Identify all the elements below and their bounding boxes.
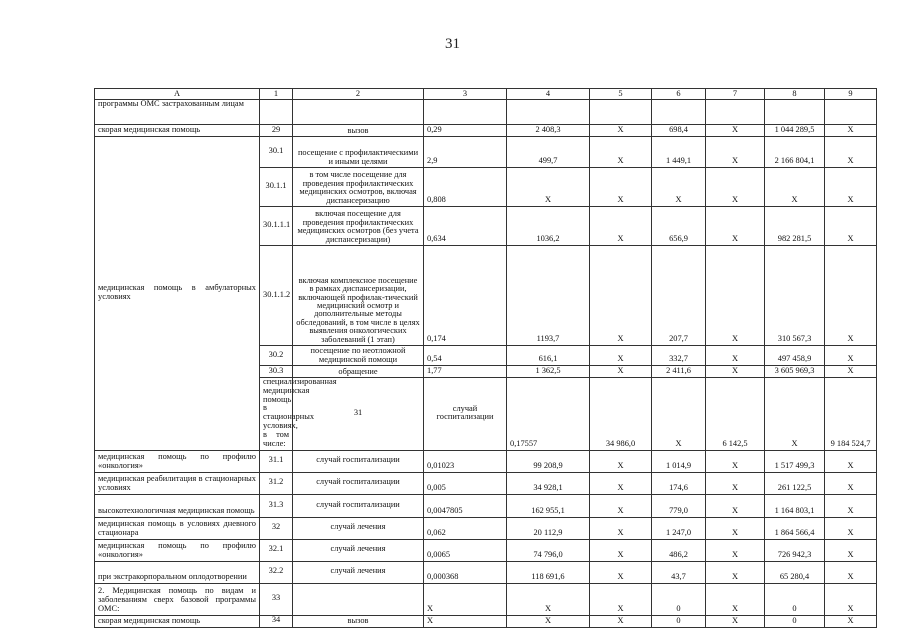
column-header-row: [95, 89, 877, 100]
value-cell-c8: [765, 100, 825, 125]
value-cell-c3: 2,9: [424, 137, 507, 168]
row-code-cell: 30.2: [260, 346, 293, 366]
value-cell-c5: Х: [590, 517, 652, 539]
row-code-cell: 30.1.1.2: [260, 246, 293, 346]
column-header: 4: [507, 89, 590, 100]
value-cell-c6: 6 142,5: [706, 378, 765, 451]
value-cell-c3: 0,808: [424, 168, 507, 207]
value-cell-c4: 74 796,0: [507, 539, 590, 561]
value-cell-c7: Х: [706, 168, 765, 207]
value-cell-c6: 1 247,0: [652, 517, 706, 539]
row-name-cell: 2. Медицинская помощь по видам и заболеваниям сверх базовой программы ОМС:: [95, 583, 260, 615]
value-cell-c5: [590, 100, 652, 125]
value-cell-c4: 162 955,1: [507, 494, 590, 517]
value-cell-c8: 1 864 566,4: [765, 517, 825, 539]
row-name-cell: скорая медицинская помощь: [95, 125, 260, 137]
value-cell-c8: 65 280,4: [765, 561, 825, 583]
unit-cell: включая посещение для проведения профилактических медицинских осмотров (без учета диспансеризации): [293, 207, 424, 246]
value-cell-c8: 726 942,3: [765, 539, 825, 561]
unit-cell: обращение: [293, 366, 424, 378]
column-header: 9: [825, 89, 877, 100]
value-cell-c7: Х: [706, 583, 765, 615]
value-cell-c4: 99 208,9: [507, 450, 590, 472]
unit-cell: вызов: [293, 125, 424, 137]
unit-cell: посещение по неотложной медицинской помощи: [293, 346, 424, 366]
row-code-cell: [260, 100, 293, 125]
row-name-cell: высокотехнологичная медицинская помощь: [95, 494, 260, 517]
table-row: [95, 100, 877, 125]
value-cell-c7: Х: [706, 517, 765, 539]
value-cell-c3: 0,000368: [424, 561, 507, 583]
unit-cell: случай госпитализации: [424, 378, 507, 451]
value-cell-c9: Х: [825, 472, 877, 494]
table-row: [95, 615, 877, 627]
value-cell-c9: Х: [825, 207, 877, 246]
row-code-cell: 30.3: [260, 366, 293, 378]
value-cell-c3: 0,0065: [424, 539, 507, 561]
value-cell-c6: 779,0: [652, 494, 706, 517]
value-cell-c7: Х: [706, 472, 765, 494]
unit-cell: в том числе посещение для проведения профилактических медицинских осмотров, включая диспансеризацию: [293, 168, 424, 207]
value-cell-c4: Х: [507, 583, 590, 615]
value-cell-c5: Х: [590, 246, 652, 346]
value-cell-c5: Х: [590, 615, 652, 627]
value-cell-c8: 261 122,5: [765, 472, 825, 494]
value-cell-c9: Х: [825, 346, 877, 366]
column-header: 2: [293, 89, 424, 100]
row-name-cell: медицинская помощь по профилю «онкология»: [95, 539, 260, 561]
value-cell-c5: Х: [590, 472, 652, 494]
value-cell-c3: 0,0047805: [424, 494, 507, 517]
column-header: 3: [424, 89, 507, 100]
value-cell-c8: 3 605 969,3: [765, 366, 825, 378]
value-cell-c3: 0,634: [424, 207, 507, 246]
row-name-cell: медицинская помощь в амбулаторных условиях: [95, 137, 260, 451]
row-code-cell: 32.2: [260, 561, 293, 583]
value-cell-c4: 1193,7: [507, 246, 590, 346]
value-cell-c3: 0,174: [424, 246, 507, 346]
value-cell-c5: Х: [590, 125, 652, 137]
row-code-cell: 32: [260, 517, 293, 539]
value-cell-c9: Х: [825, 494, 877, 517]
table-row: [95, 561, 877, 583]
value-cell-c8: 2 166 804,1: [765, 137, 825, 168]
value-cell-c7: Х: [706, 615, 765, 627]
value-cell-c7: Х: [765, 378, 825, 451]
row-name-cell: программы ОМС застрахованным лицам: [95, 100, 260, 125]
table-row: [95, 472, 877, 494]
value-cell-c9: Х: [825, 246, 877, 346]
value-cell-c4: 1036,2: [507, 207, 590, 246]
value-cell-c6: 486,2: [652, 539, 706, 561]
row-name-cell: медицинская помощь по профилю «онкология»: [95, 450, 260, 472]
value-cell-c8: 9 184 524,7: [825, 378, 877, 451]
value-cell-c8: 0: [765, 615, 825, 627]
value-cell-c8: Х: [765, 168, 825, 207]
table-row: [95, 125, 877, 137]
value-cell-c3: 0,54: [424, 346, 507, 366]
value-cell-c5: Х: [590, 494, 652, 517]
value-cell-c9: Х: [825, 450, 877, 472]
value-cell-c9: [825, 100, 877, 125]
unit-cell: случай госпитализации: [293, 494, 424, 517]
column-header: 5: [590, 89, 652, 100]
value-cell-c5: Х: [590, 539, 652, 561]
value-cell-c7: Х: [706, 346, 765, 366]
unit-cell: случай госпитализации: [293, 472, 424, 494]
value-cell-c3: 0,062: [424, 517, 507, 539]
value-cell-c7: Х: [706, 366, 765, 378]
value-cell-c7: Х: [706, 125, 765, 137]
row-code-cell: 32.1: [260, 539, 293, 561]
table-row: [95, 137, 877, 168]
value-cell-c7: Х: [706, 561, 765, 583]
value-cell-c9: Х: [825, 539, 877, 561]
value-cell-c4: 20 112,9: [507, 517, 590, 539]
value-cell-c8: 982 281,5: [765, 207, 825, 246]
value-cell-c9: Х: [825, 168, 877, 207]
value-cell-c4: [507, 100, 590, 125]
value-cell-c8: 0: [765, 583, 825, 615]
value-cell-c6: 0: [652, 583, 706, 615]
value-cell-c9: Х: [825, 615, 877, 627]
value-cell-c3: 0,01023: [424, 450, 507, 472]
value-cell-c3: 0,29: [424, 125, 507, 137]
value-cell-c8: 310 567,3: [765, 246, 825, 346]
value-cell-c4: 118 691,6: [507, 561, 590, 583]
value-cell-c5: Х: [590, 207, 652, 246]
unit-cell: [293, 583, 424, 615]
column-header: 7: [706, 89, 765, 100]
value-cell-c4: 616,1: [507, 346, 590, 366]
value-cell-c4: Х: [507, 168, 590, 207]
value-cell-c7: Х: [706, 450, 765, 472]
value-cell-c6: 1 449,1: [652, 137, 706, 168]
value-cell-c5: Х: [652, 378, 706, 451]
value-cell-c5: Х: [590, 168, 652, 207]
row-code-cell: 33: [260, 583, 293, 615]
value-cell-c4: 499,7: [507, 137, 590, 168]
value-cell-c7: Х: [706, 494, 765, 517]
table-row: [95, 583, 877, 615]
unit-cell: случай лечения: [293, 561, 424, 583]
value-cell-c3: 0,17557: [507, 378, 590, 451]
value-cell-c5: Х: [590, 583, 652, 615]
row-name-cell: медицинская реабилитация в стационарных условиях: [95, 472, 260, 494]
row-code-cell: 30.1: [260, 137, 293, 168]
page-number: 31: [445, 36, 460, 52]
row-name-cell: скорая медицинская помощь: [95, 615, 260, 627]
value-cell-c6: 656,9: [652, 207, 706, 246]
value-cell-c8: 1 044 289,5: [765, 125, 825, 137]
value-cell-c6: 174,6: [652, 472, 706, 494]
value-cell-c7: Х: [706, 539, 765, 561]
value-cell-c6: 0: [652, 615, 706, 627]
data-table: [94, 88, 877, 628]
value-cell-c9: Х: [825, 137, 877, 168]
unit-cell: вызов: [293, 615, 424, 627]
table-row: [95, 494, 877, 517]
unit-cell: случай лечения: [293, 539, 424, 561]
row-name-cell: медицинская помощь в условиях дневного стационара: [95, 517, 260, 539]
row-code-cell: 34: [260, 615, 293, 627]
value-cell-c3: 1,77: [424, 366, 507, 378]
unit-cell: [293, 100, 424, 125]
column-header: 1: [260, 89, 293, 100]
row-code-cell: 29: [260, 125, 293, 137]
value-cell-c9: Х: [825, 366, 877, 378]
row-code-cell: 30.1.1.1: [260, 207, 293, 246]
value-cell-c3: [424, 100, 507, 125]
table-body: [95, 89, 877, 628]
value-cell-c4: 34 928,1: [507, 472, 590, 494]
value-cell-c4: Х: [507, 615, 590, 627]
value-cell-c7: Х: [706, 207, 765, 246]
value-cell-c7: [706, 100, 765, 125]
value-cell-c6: 1 014,9: [652, 450, 706, 472]
row-name-cell: при экстракорпоральном оплодотворении: [95, 561, 260, 583]
row-code-cell: 31: [293, 378, 424, 451]
value-cell-c6: 43,7: [652, 561, 706, 583]
value-cell-c8: 1 517 499,3: [765, 450, 825, 472]
unit-cell: случай госпитализации: [293, 450, 424, 472]
column-header: А: [95, 89, 260, 100]
row-name-cell: специализированная медицинская помощь в стационарных условиях, в том числе:: [260, 378, 293, 451]
table-row: [95, 539, 877, 561]
value-cell-c6: 2 411,6: [652, 366, 706, 378]
value-cell-c6: [652, 100, 706, 125]
unit-cell: посещение с профилактическими и иными целями: [293, 137, 424, 168]
value-cell-c3: Х: [424, 583, 507, 615]
value-cell-c4: 1 362,5: [507, 366, 590, 378]
value-cell-c9: Х: [825, 561, 877, 583]
value-cell-c3: 0,005: [424, 472, 507, 494]
value-cell-c9: Х: [825, 517, 877, 539]
column-header: 6: [652, 89, 706, 100]
table-row: [95, 517, 877, 539]
value-cell-c5: Х: [590, 346, 652, 366]
value-cell-c5: Х: [590, 561, 652, 583]
column-header: 8: [765, 89, 825, 100]
row-code-cell: 31.1: [260, 450, 293, 472]
value-cell-c6: 332,7: [652, 346, 706, 366]
value-cell-c7: Х: [706, 137, 765, 168]
value-cell-c5: Х: [590, 137, 652, 168]
value-cell-c8: 1 164 803,1: [765, 494, 825, 517]
table-row: [95, 450, 877, 472]
value-cell-c6: Х: [652, 168, 706, 207]
value-cell-c5: Х: [590, 450, 652, 472]
value-cell-c4: 2 408,3: [507, 125, 590, 137]
value-cell-c3: Х: [424, 615, 507, 627]
value-cell-c7: Х: [706, 246, 765, 346]
value-cell-c9: Х: [825, 583, 877, 615]
value-cell-c5: Х: [590, 366, 652, 378]
value-cell-c8: 497 458,9: [765, 346, 825, 366]
row-code-cell: 31.2: [260, 472, 293, 494]
unit-cell: случай лечения: [293, 517, 424, 539]
row-code-cell: 30.1.1: [260, 168, 293, 207]
value-cell-c4: 34 986,0: [590, 378, 652, 451]
value-cell-c6: 207,7: [652, 246, 706, 346]
row-code-cell: 31.3: [260, 494, 293, 517]
unit-cell: включая комплексное посещение в рамках диспансеризации, включающей профилак-тический медицинский осмотр и дополнительные методы обследований, в том числе в целях выявления онкологических заболеваний (1 этап): [293, 246, 424, 346]
value-cell-c9: Х: [825, 125, 877, 137]
value-cell-c6: 698,4: [652, 125, 706, 137]
